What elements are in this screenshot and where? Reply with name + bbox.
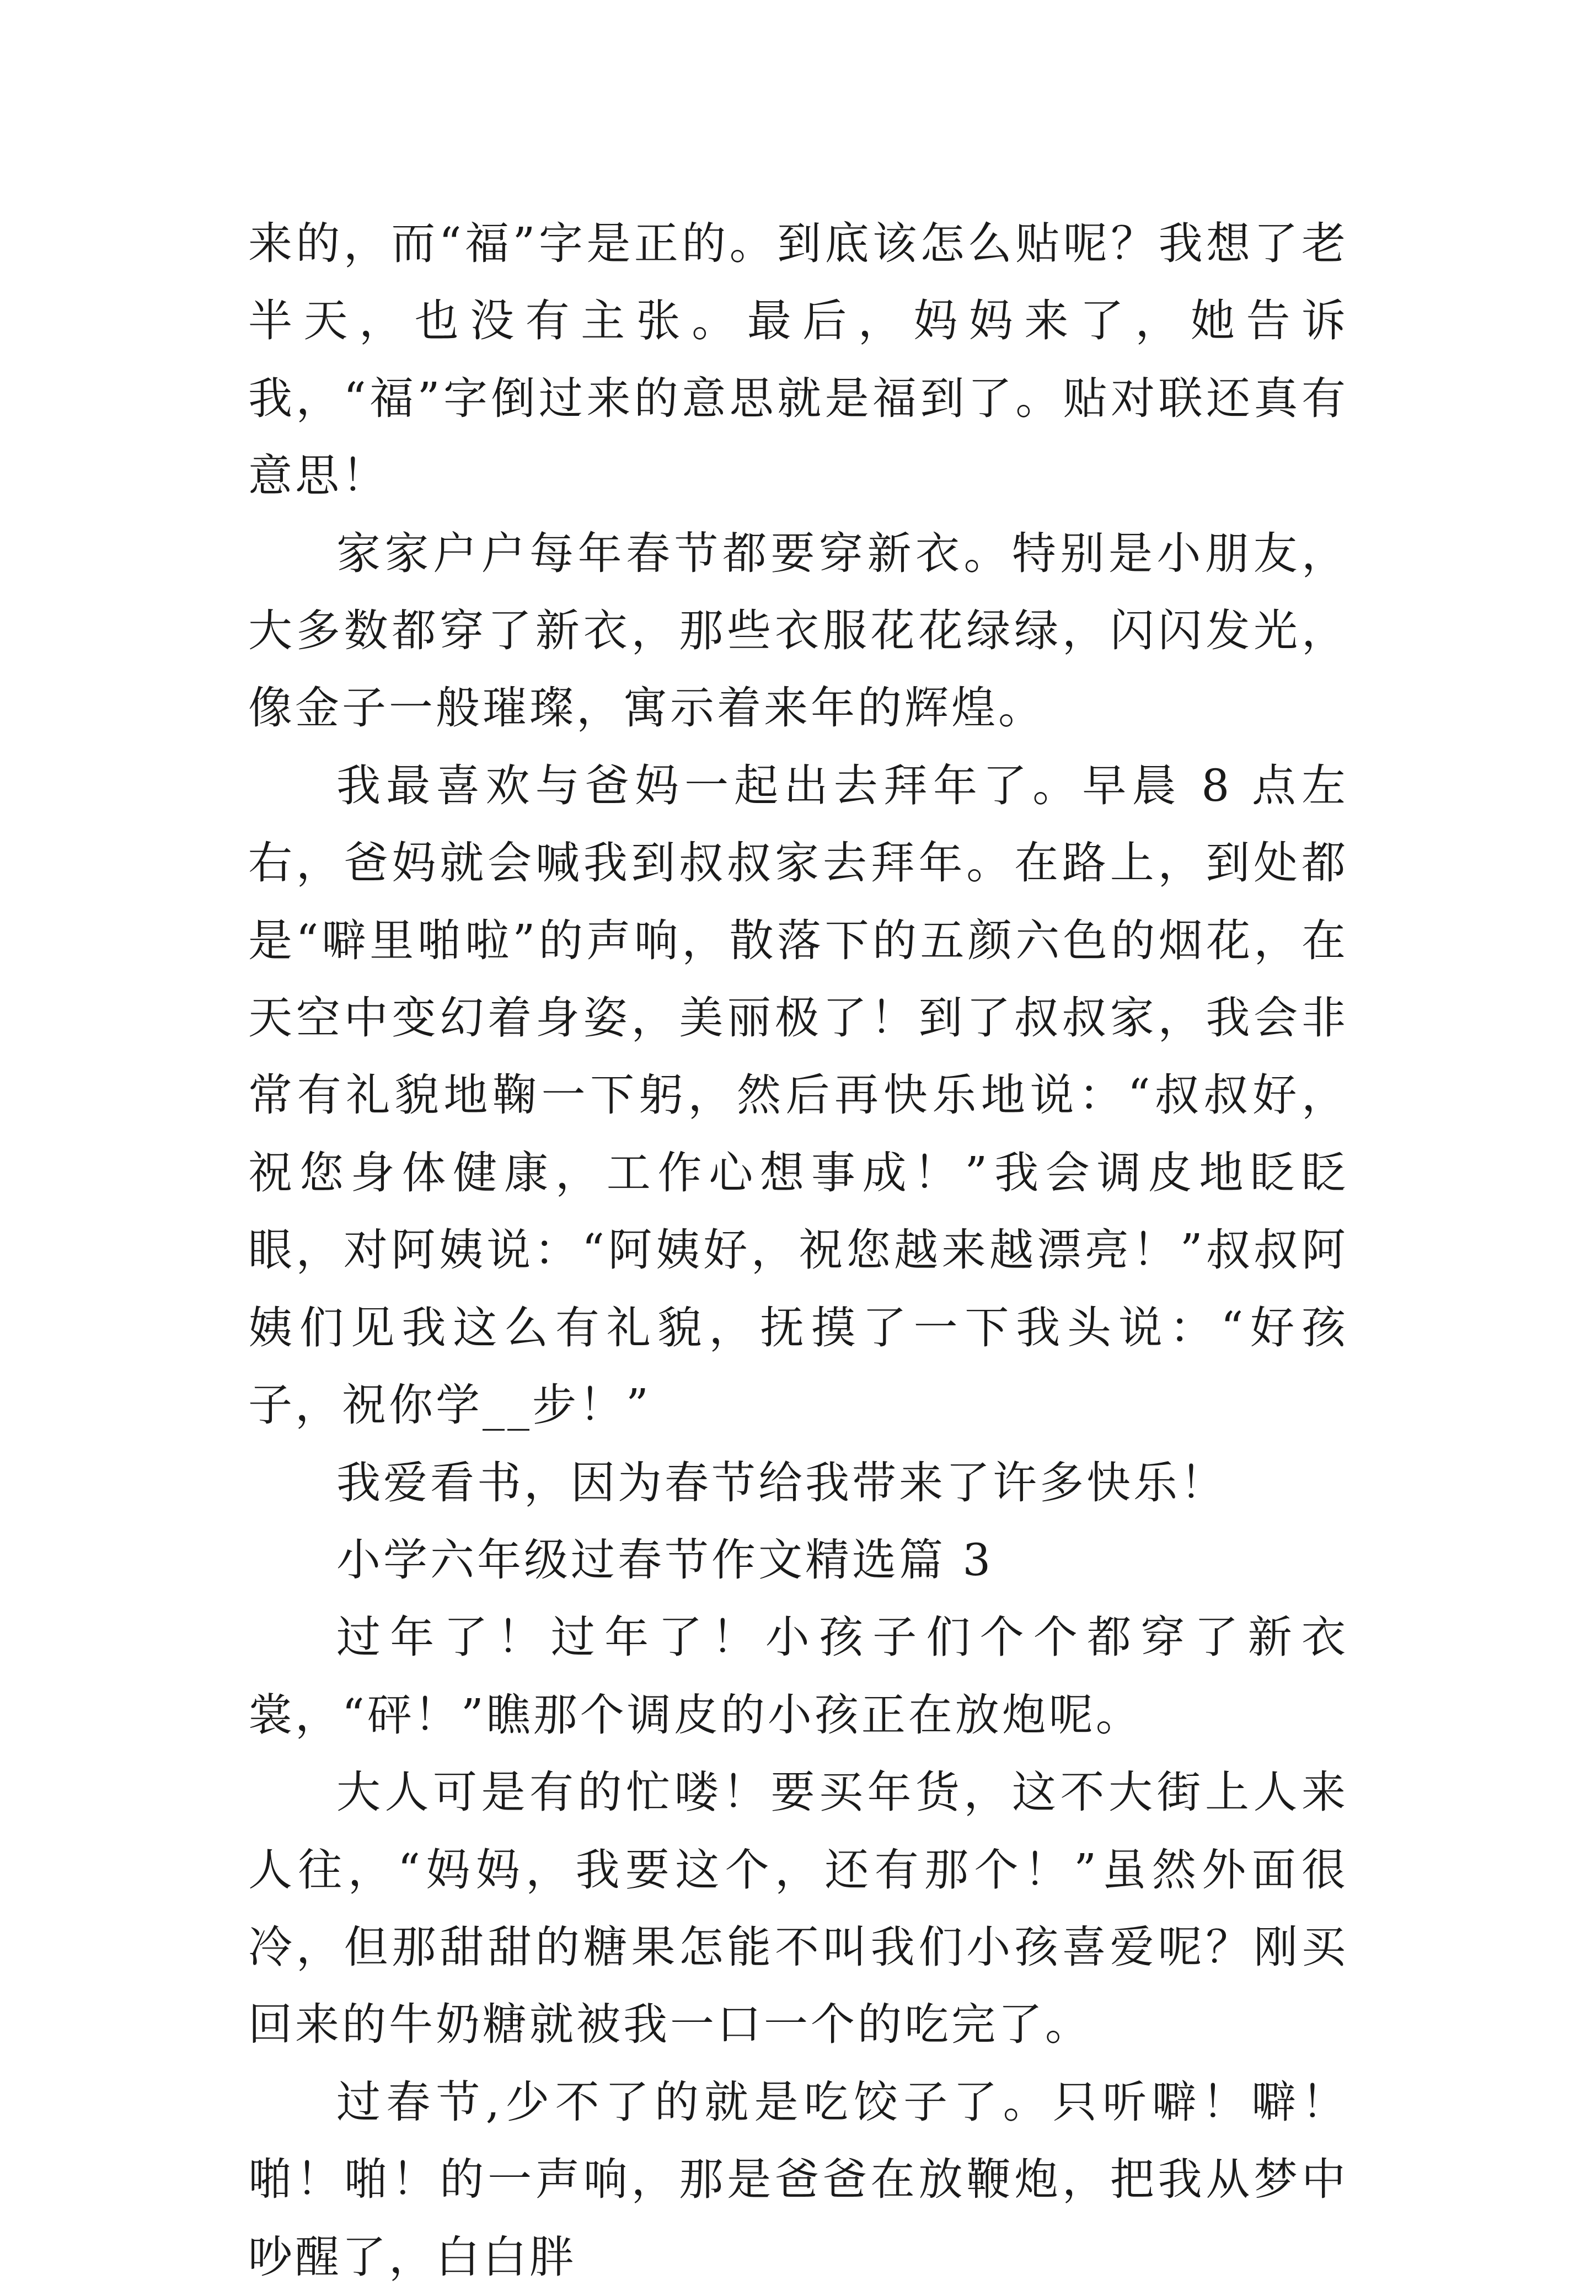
paragraph-new-clothes: 家家户户每年春节都要穿新衣。特别是小朋友，大多数都穿了新衣，那些衣服花花绿绿，闪闪发光，像金子一般璀璨，寓示着来年的辉煌。 (248, 527, 1348, 734)
paragraph-dumplings: 过春节,少不了的就是吃饺子了。只听噼！噼！啪！啪！的一声响，那是爸爸在放鞭炮，把我从梦中吵醒了，白白胖 (248, 2076, 1348, 2283)
document-body (248, 205, 1348, 2296)
paragraph-new-year-arrives: 过年了！过年了！小孩子们个个都穿了新衣裳，“砰！”瞧那个调皮的小孩正在放炮呢。 (248, 1612, 1348, 1741)
paragraph-reading: 我爱看书，因为春节给我带来了许多快乐！ (336, 1457, 1227, 1508)
paragraph-shopping: 大人可是有的忙喽！要买年货，这不大街上人来人往，“妈妈，我要这个，还有那个！”虽然外面很冷，但那甜甜的糖果怎能不叫我们小孩喜爱呢？刚买回来的牛奶糖就被我一口一个的吃完了。 (248, 1767, 1348, 2051)
paragraph-new-year-visit: 我最喜欢与爸妈一起出去拜年了。早晨 8 点左右，爸妈就会喊我到叔叔家去拜年。在路上，到处都是“噼里啪啦”的声响，散落下的五颜六色的烟花，在天空中变幻着身姿，美丽极了！到了叔叔家，我会非常有礼貌地鞠一下躬，然后再快乐地说：“叔叔好，祝您身体健康，工作心想事成！”我会调皮地眨眨眼，对阿姨说：“阿姨好，祝您越来越漂亮！”叔叔阿姨们见我这么有礼貌，抚摸了一下我头说：“好孩子，祝你学__步！” (248, 759, 1348, 1431)
section-heading: 小学六年级过春节作文精选篇 3 (336, 1534, 994, 1586)
paragraph-continuation: 来的，而“福”字是正的。到底该怎么贴呢？我想了老半天，也没有主张。最后，妈妈来了，她告诉我，“福”字倒过来的意思就是福到了。贴对联还真有意思！ (248, 218, 1348, 502)
